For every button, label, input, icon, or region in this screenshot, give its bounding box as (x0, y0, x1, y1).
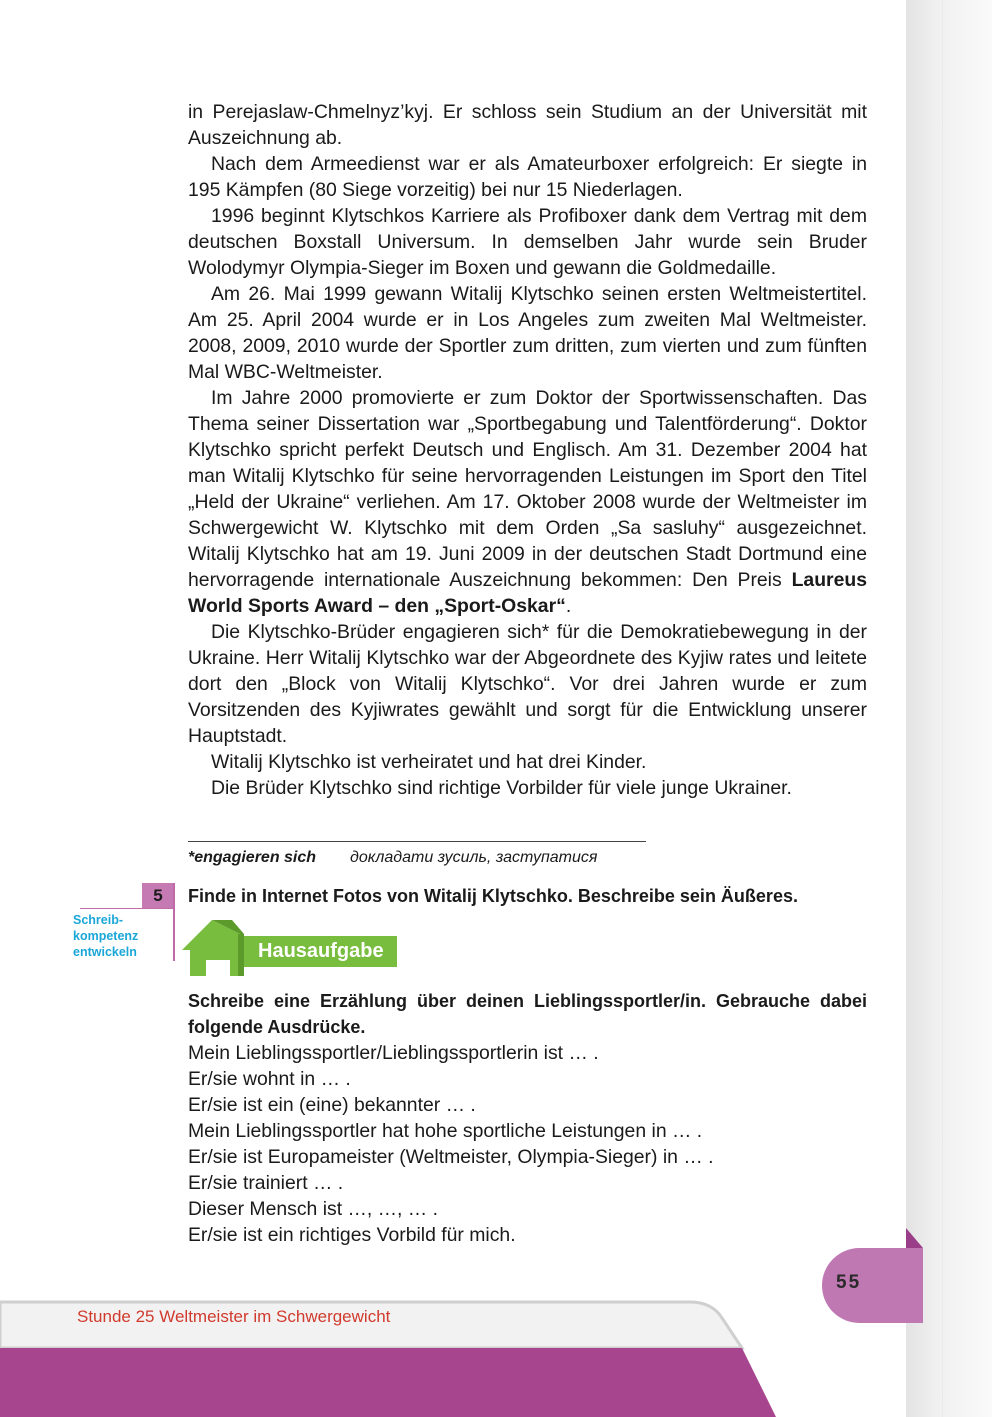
task-instruction: Finde in Internet Fotos von Witalij Klytschko. Beschreibe sein Äußeres. (188, 886, 798, 906)
homework-instruction: Schreibe eine Erzählung über deinen Lieblingssportler/in. Gebrauche dabei folgende Ausdrücke. (188, 991, 867, 1037)
paragraph: 1996 beginnt Klytschkos Karriere als Profiboxer dank dem Vertrag mit dem deutschen Boxstall Universum. In demselben Jahr wurde sein Bruder Wolodymyr Olympia-Sieger im Boxen und gewann die Goldmedaille. (188, 205, 867, 279)
competence-label: Schreib- kompetenz entwickeln (73, 913, 139, 959)
paragraph: Die Klytschko-Brüder engagieren sich* für die Demokratiebewegung in der Ukraine. Herr Witalij Klytschko war der Abgeordnete des Kyjiw rates und leitete dort den „Block von Witalij Klytschko“. Vor drei Jahren wurde er zum Vorsitzenden des Kyjiwrates gewählt und sorgt für die Entwicklung unserer Hauptstadt. (188, 621, 867, 747)
task-number: 5 (142, 883, 174, 908)
list-item: Er/sie ist ein (eine) bekannter … . (188, 1094, 476, 1116)
paragraph: Am 26. Mai 1999 gewann Witalij Klytschko seinen ersten Weltmeistertitel. Am 25. April 2004 wurde er in Los Angeles zum zweiten Mal Weltmeister. 2008, 2009, 2010 wurde der Sportler zum dritten, zum vierten und zum fünften Mal WBC-Weltmeister. (188, 283, 867, 383)
list-item: Er/sie ist Europameister (Weltmeister, Olympia-Sieger) in … . (188, 1146, 714, 1168)
paragraph: Die Brüder Klytschko sind richtige Vorbilder für viele junge Ukrainer. (211, 777, 792, 799)
footnote (188, 848, 597, 868)
main-text (188, 99, 867, 801)
page-edge (906, 0, 992, 1417)
lesson-title: Stunde 25 Weltmeister im Schwergewicht (77, 1307, 391, 1326)
footnote-divider (188, 841, 646, 842)
paragraph-text: Im Jahre 2000 promovierte er zum Doktor der Sportwissenschaften. Das Thema seiner Dissertation war „Sportbegabung und Talentförderung“. Doktor Klytschko spricht perfekt Deutsch und Englisch. Am 31. Dezember 2004 hat man Witalij Klytschko für seine hervorragenden Leistungen im Sport den Titel „Held der Ukraine“ verliehen. Am 17. Oktober 2008 wurde der Weltmeister im Schwergewicht W. Klytschko mit dem Orden „Sa sasluhy“ ausgezeichnet. Witalij Klytschko hat am 19. Juni 2009 in der deutschen Stadt Dortmund eine hervorragende internationale Auszeichnung bekommen: Den Preis (188, 387, 867, 591)
homework-expressions (188, 1040, 867, 1248)
paragraph: Nach dem Armeedienst war er als Amateurboxer erfolgreich: Er siegte in 195 Kämpfen (80 Siege vorzeitig) bei nur 15 Niederlagen. (188, 153, 867, 201)
homework-label: Hausaufgabe (244, 936, 397, 967)
list-item: Mein Lieblingssportler hat hohe sportliche Leistungen in … . (188, 1120, 703, 1142)
footnote-term: *engagieren sich (188, 849, 317, 866)
page-tab-fold (906, 1228, 923, 1248)
page-number: 55 (836, 1272, 862, 1293)
paragraph-end: . (565, 595, 572, 617)
task-vertical-rule (173, 883, 175, 961)
list-item: Er/sie ist ein richtiges Vorbild für mich. (188, 1224, 516, 1246)
task-divider (80, 908, 174, 909)
paragraph: Witalij Klytschko ist verheiratet und hat drei Kinder. (211, 751, 647, 773)
list-item: Dieser Mensch ist …, …, … . (188, 1198, 438, 1220)
list-item: Er/sie wohnt in … . (188, 1068, 351, 1090)
list-item: Er/sie trainiert … . (188, 1172, 344, 1194)
paragraph: in Perejaslaw-Chmelnyz’kyj. Er schloss sein Studium an der Universität mit Auszeichnung ab. (188, 101, 867, 149)
list-item: Mein Lieblingssportler/Lieblingssportlerin ist … . (188, 1042, 599, 1064)
paragraph (188, 385, 867, 619)
footnote-translation: докладати зусиль, заступатися (350, 849, 598, 866)
award-name: Laureus World Sports Award – den „Sport-Oskar“ (188, 569, 867, 617)
